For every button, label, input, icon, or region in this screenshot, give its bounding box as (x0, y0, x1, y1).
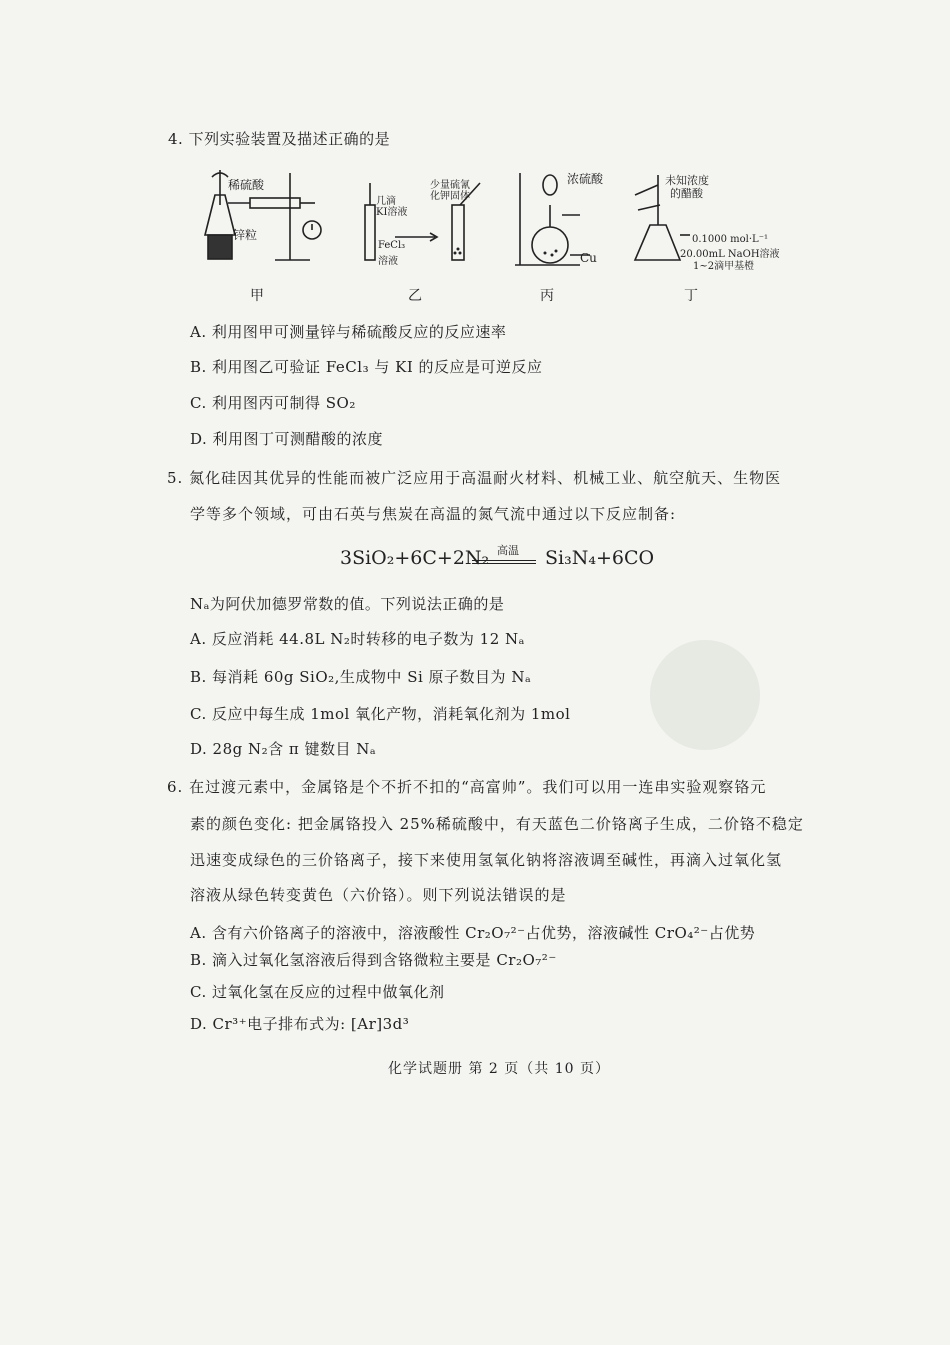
q4-stem: 4. 下列实验装置及描述正确的是 (168, 130, 391, 148)
q5-stem-line1: 5. 氮化硅因其优异的性能而被广泛应用于高温耐火材料、机械工业、航空航天、生物医 (167, 469, 782, 487)
fig-ding-unk2-label: 的醋酸 (670, 187, 703, 200)
q6-stem-line3: 迅速变成绿色的三价铬离子，接下来使用氢氧化钠将溶液调至碱性，再滴入过氧化氢 (190, 851, 783, 869)
q4-option-a: A. 利用图甲可测量锌与稀硫酸反应的反应速率 (190, 323, 507, 341)
q6-stem-line4: 溶液从绿色转变黄色（六价铬）。则下列说法错误的是 (190, 886, 567, 904)
q6-option-c: C. 过氧化氢在反应的过程中做氧化剂 (190, 983, 445, 1001)
q5-stem-line2: 学等多个领域，可由石英与焦炭在高温的氮气流中通过以下反应制备: (190, 505, 677, 523)
q4-option-b: B. 利用图乙可验证 FeCl₃ 与 KI 的反应是可逆反应 (190, 358, 543, 376)
q5-equation-left: 3SiO₂+6C+2N₂ (340, 547, 490, 569)
q6-option-a: A. 含有六价铬离子的溶液中，溶液酸性 Cr₂O₇²⁻占优势，溶液碱性 CrO₄²⁻占优势 (190, 924, 756, 942)
q5-equation-condition: 高温 (497, 544, 519, 557)
fig-jia-acid-label: 稀硫酸 (228, 178, 265, 192)
scan-smudge (650, 640, 760, 750)
fig-yi-caption: 乙 (408, 288, 422, 304)
fig-jia-zinc-label: 锌粒 (233, 228, 258, 242)
q5-equation-arrow (472, 560, 536, 564)
fig-ding-naoh2-label: 20.00mL NaOH溶液 (680, 249, 780, 260)
fig-ding-caption: 丁 (684, 288, 698, 304)
q6-stem-line2: 素的颜色变化: 把金属铬投入 25%稀硫酸中，有天蓝色二价铬离子生成，二价铬不稳定 (190, 815, 804, 833)
q6-option-b: B. 滴入过氧化氢溶液后得到含铬微粒主要是 Cr₂O₇²⁻ (190, 951, 557, 969)
fig-yi-kscn-label: 少量硫氰 (430, 180, 470, 191)
q5-equation-right: Si₃N₄+6CO (545, 547, 655, 569)
q6-option-d: D. Cr³⁺电子排布式为: [Ar]3d³ (190, 1015, 410, 1033)
q6-stem-line1: 6. 在过渡元素中，金属铬是个不折不扣的“高富帅”。我们可以用一连串实验观察铬元 (167, 778, 767, 796)
fig-jia-caption: 甲 (250, 288, 264, 304)
fig-ding-naoh1-label: 0.1000 mol·L⁻¹ (692, 234, 768, 245)
q4-option-d: D. 利用图丁可测醋酸的浓度 (190, 430, 384, 448)
q5-option-a: A. 反应消耗 44.8L N₂时转移的电子数为 12 Nₐ (190, 630, 525, 648)
fig-yi-kscn2-label: 化钾固体 (430, 191, 470, 202)
fig-ding-unk-label: 未知浓度 (665, 174, 709, 187)
fig-bing-cu-label: Cu (580, 251, 597, 265)
fig-yi-ki2-label: KI溶液 (376, 207, 408, 218)
fig-bing-caption: 丙 (540, 288, 554, 304)
q5-option-d: D. 28g N₂含 π 键数目 Nₐ (190, 740, 377, 758)
q4-option-c: C. 利用图丙可制得 SO₂ (190, 394, 356, 412)
q5-option-c: C. 反应中每生成 1mol 氧化产物，消耗氧化剂为 1mol (190, 705, 571, 723)
q5-note: Nₐ为阿伏加德罗常数的值。下列说法正确的是 (190, 595, 505, 613)
fig-bing-acid-label: 浓硫酸 (567, 172, 604, 186)
fig-ding-naoh3-label: 1~2滴甲基橙 (693, 261, 755, 272)
fig-yi-fecl3-label: FeCl₃ (378, 240, 406, 251)
fig-yi-ki-label: 几滴 (376, 196, 396, 207)
page-footer: 化学试题册 第 2 页（共 10 页） (388, 1061, 610, 1077)
fig-yi-fecl3b-label: 溶液 (378, 256, 398, 267)
q5-option-b: B. 每消耗 60g SiO₂,生成物中 Si 原子数目为 Nₐ (190, 668, 532, 686)
